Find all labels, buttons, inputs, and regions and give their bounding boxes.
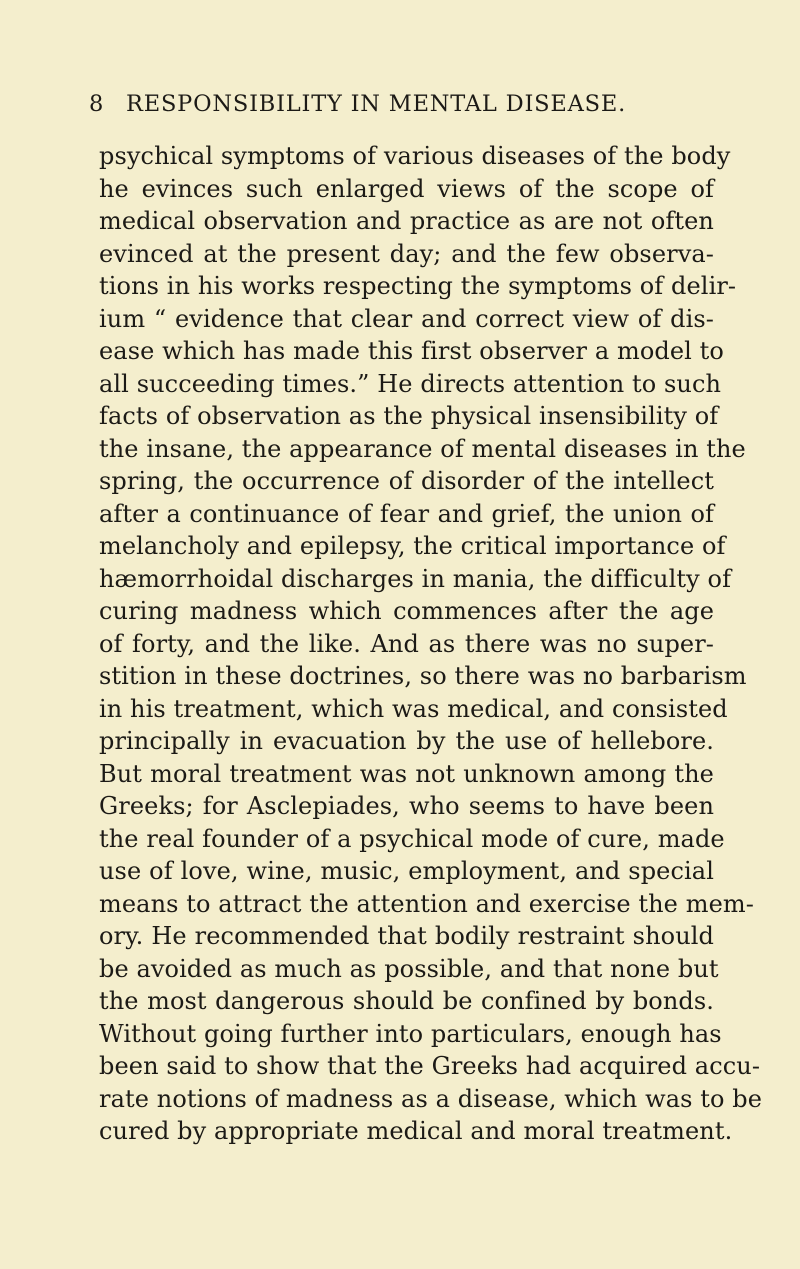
- text-line: medical observation and practice as are not often: [99, 207, 714, 235]
- page-number: 8: [89, 91, 104, 117]
- text-line: means to attract the attention and exercise the mem-: [99, 889, 754, 918]
- text-line: cured by appropriate medical and moral treatment.: [99, 1117, 733, 1145]
- text-line: been said to show that the Greeks had acquired accu-: [99, 1052, 761, 1080]
- text-line: use of love, wine, music, employment, and special: [99, 857, 714, 885]
- text-line: curing madness which commences after the age: [99, 597, 714, 625]
- text-line: ease which has made this first observer a model to: [99, 337, 724, 365]
- text-line: of forty, and the like. And as there was no super-: [99, 629, 714, 658]
- text-line: hæmorrhoidal discharges in mania, the difficulty of: [99, 564, 732, 593]
- text-line: the real founder of a psychical mode of cure, made: [99, 824, 725, 853]
- text-line: tions in his works respecting the symptoms of delir-: [99, 272, 737, 300]
- text-line: the most dangerous should be confined by bonds.: [99, 987, 714, 1015]
- text-line: facts of observation as the physical insensibility of: [99, 402, 719, 430]
- text-line: ium “ evidence that clear and correct view of dis-: [99, 304, 714, 333]
- text-line: after a continuance of fear and grief, the union of: [99, 499, 714, 528]
- text-line: he evinces such enlarged views of the scope of: [99, 174, 714, 203]
- text-line: Without going further into particulars, enough has: [99, 1019, 722, 1048]
- text-line: evinced at the present day; and the few observa-: [99, 239, 714, 268]
- text-line: melancholy and epilepsy, the critical importance of: [99, 532, 726, 560]
- text-line: stition in these doctrines, so there was no barbarism: [99, 662, 747, 690]
- body-paragraph: [99, 140, 763, 1148]
- running-title: RESPONSIBILITY IN MENTAL DISEASE.: [126, 91, 627, 117]
- text-line: spring, the occurrence of disorder of the intellect: [99, 467, 714, 495]
- text-line: principally in evacuation by the use of hellebore.: [99, 727, 714, 755]
- text-line: rate notions of madness as a disease, which was to be: [99, 1084, 763, 1113]
- text-line: But moral treatment was not unknown among the: [99, 759, 714, 788]
- text-line: Greeks; for Asclepiades, who seems to have been: [99, 792, 714, 820]
- text-line: ory. He recommended that bodily restraint should: [99, 922, 714, 950]
- running-head: [89, 89, 729, 119]
- text-line: all succeeding times.” He directs attention to such: [99, 369, 722, 398]
- text-line: psychical symptoms of various diseases of the body: [99, 142, 731, 170]
- text-line: be avoided as much as possible, and that none but: [99, 954, 719, 983]
- text-line: in his treatment, which was medical, and consisted: [99, 694, 728, 723]
- text-line: the insane, the appearance of mental diseases in the: [99, 434, 746, 463]
